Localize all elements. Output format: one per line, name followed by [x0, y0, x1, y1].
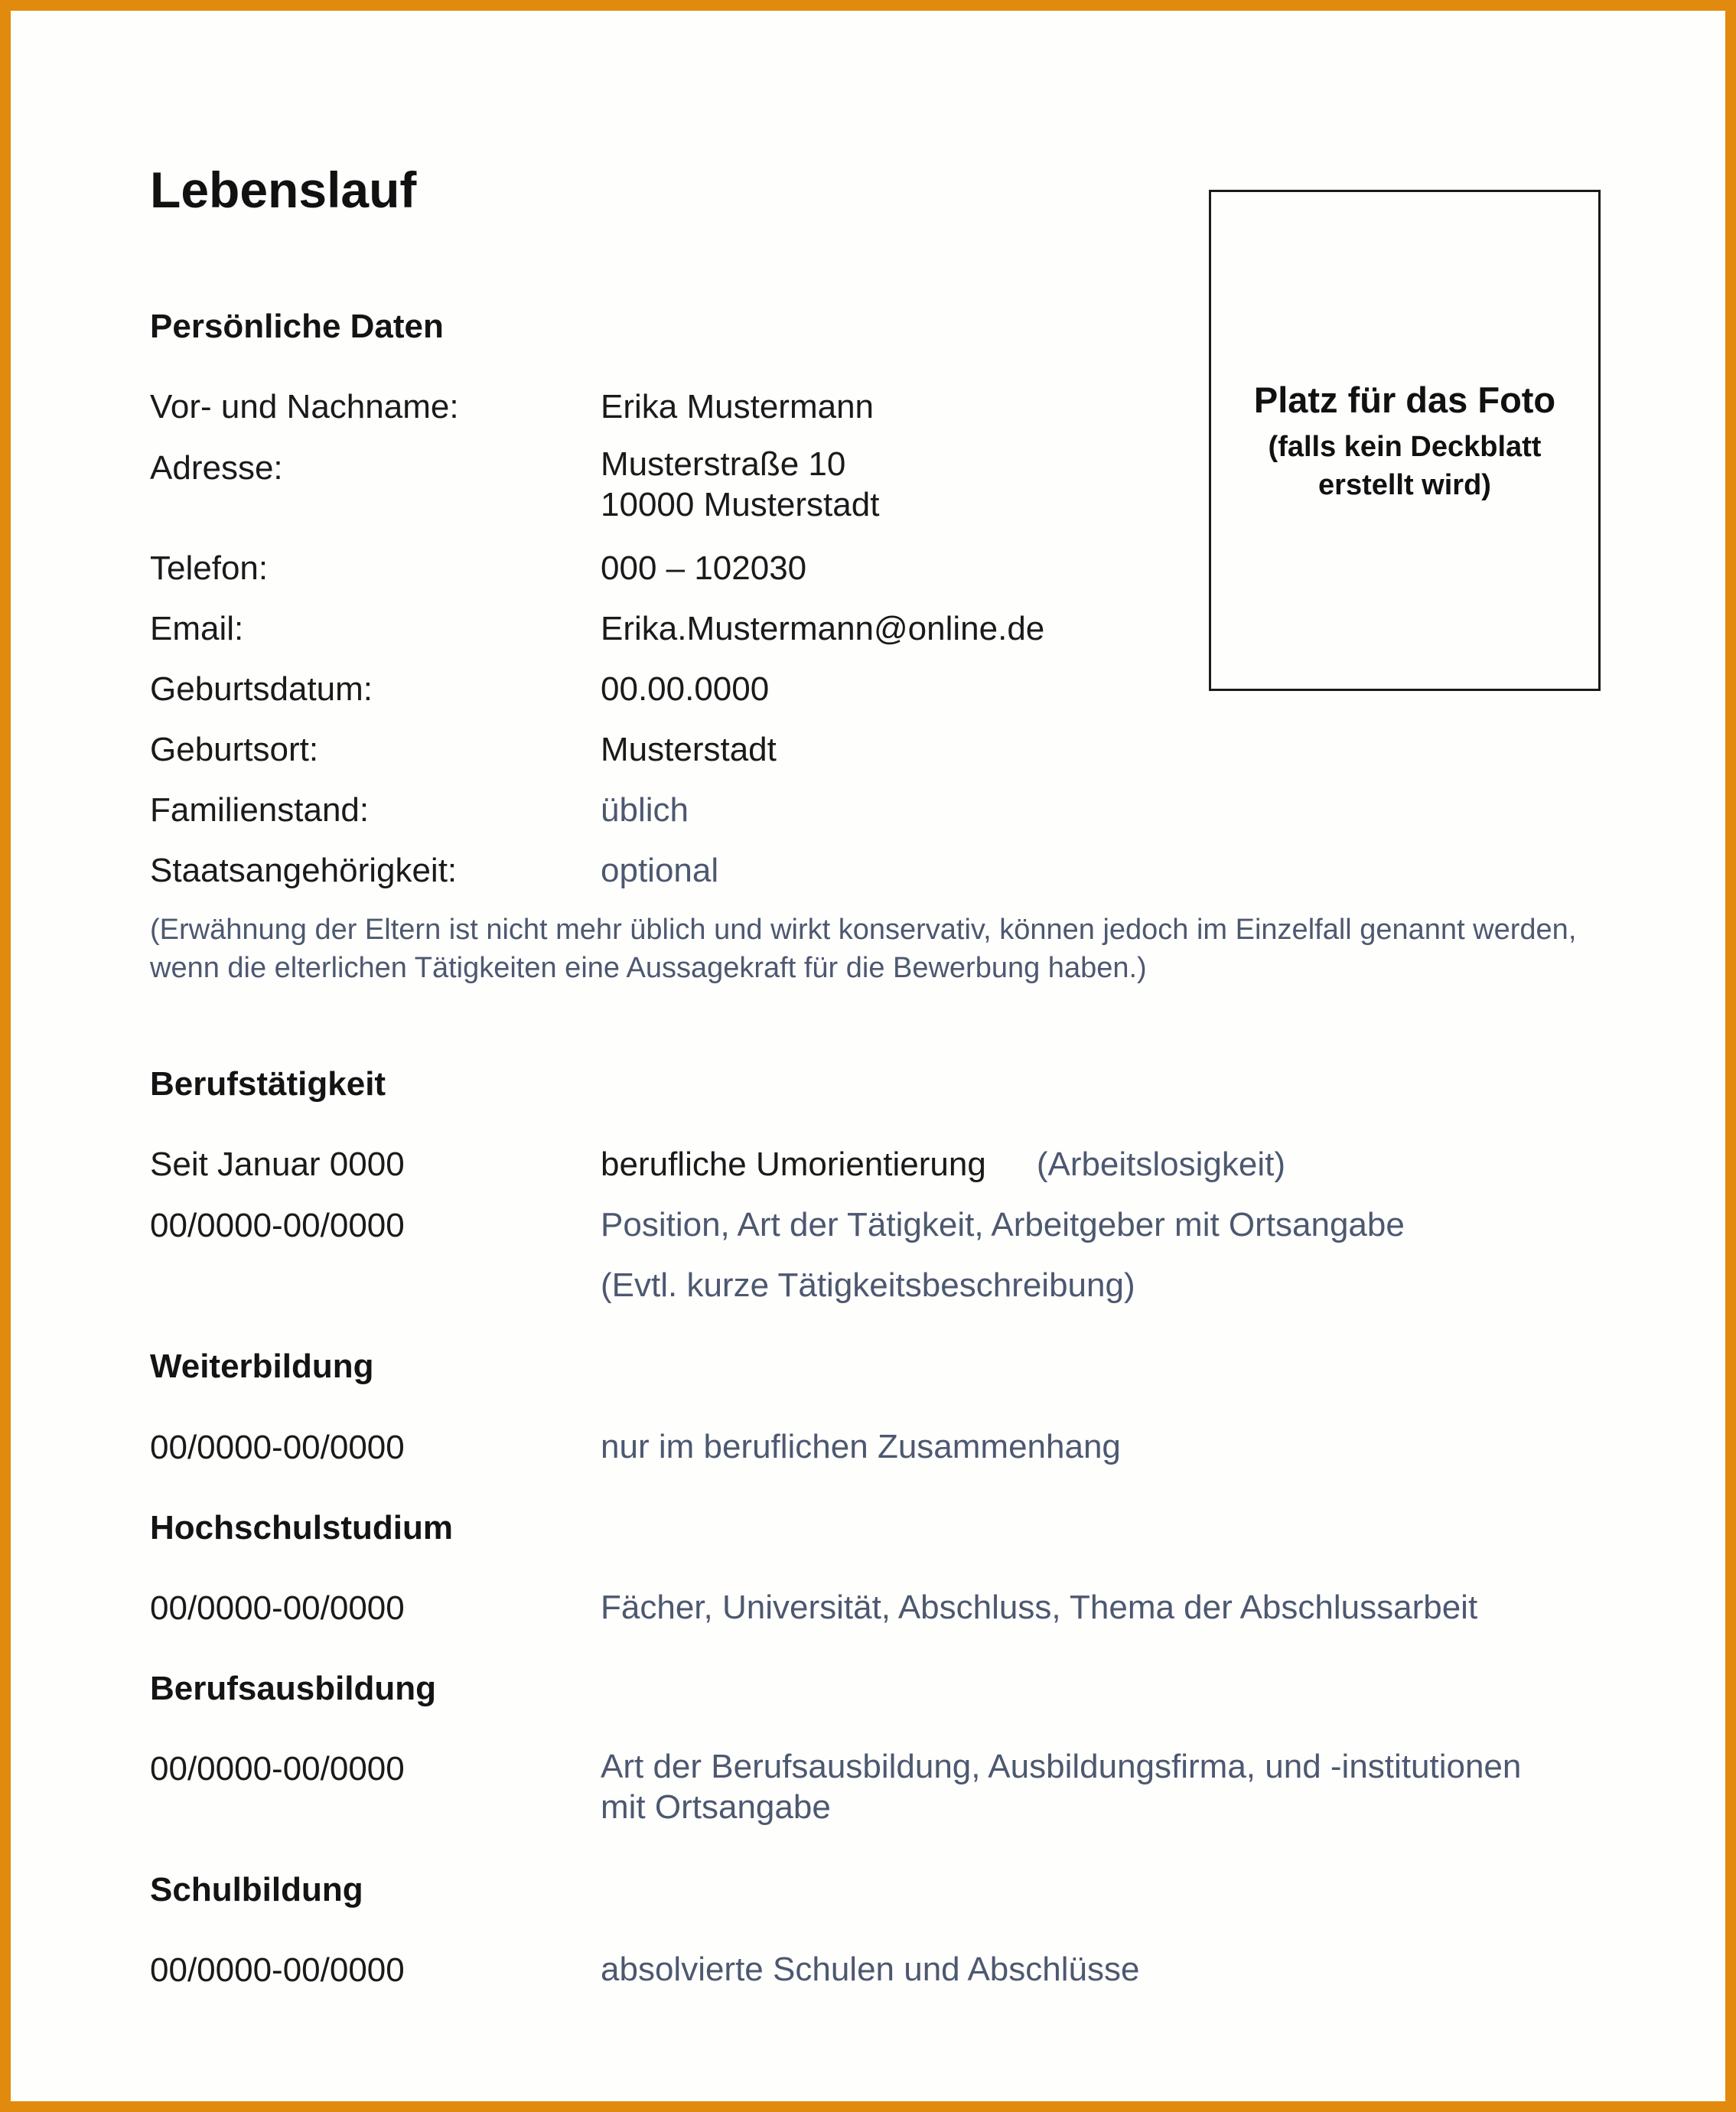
label-phone: Telefon:: [150, 549, 269, 587]
work-entry-0-text: berufliche Umorientierung: [601, 1146, 986, 1183]
value-email: Erika.Mustermann@online.de: [601, 610, 1045, 647]
value-address: Musterstraße 10 10000 Musterstadt: [601, 445, 880, 523]
label-name: Vor- und Nachname:: [150, 388, 459, 425]
value-nationality: optional: [601, 852, 719, 889]
label-marital-status: Familienstand:: [150, 791, 370, 829]
label-email: Email:: [150, 610, 244, 647]
further-education-date: 00/0000-00/0000: [150, 1429, 405, 1466]
label-birthplace: Geburtsort:: [150, 731, 319, 768]
photo-placeholder-title: Platz für das Foto: [1253, 380, 1556, 420]
label-birthdate: Geburtsdatum:: [150, 670, 373, 708]
value-marital-status: üblich: [601, 791, 689, 829]
university-entry: Fächer, Universität, Abschluss, Thema der Abschlussarbeit: [601, 1589, 1478, 1626]
vocational-training-date: 00/0000-00/0000: [150, 1750, 405, 1788]
label-nationality: Staatsangehörigkeit:: [150, 852, 458, 889]
document-title: Lebenslauf: [150, 161, 417, 218]
value-birthdate: 00.00.0000: [601, 670, 770, 708]
work-entry-1: Position, Art der Tätigkeit, Arbeitgeber mit Ortsangabe: [601, 1206, 1405, 1243]
further-education-entry: nur im beruflichen Zusammenhang: [601, 1428, 1121, 1465]
photo-placeholder-note: (falls kein Deckblatt erstellt wird): [1268, 431, 1542, 501]
work-date-0: Seit Januar 0000: [150, 1146, 405, 1183]
section-heading-vocational-training: Berufsausbildung: [150, 1670, 437, 1707]
section-heading-school: Schulbildung: [150, 1871, 363, 1908]
section-heading-work: Berufstätigkeit: [150, 1065, 386, 1103]
label-address: Adresse:: [150, 449, 283, 487]
work-entry-0-extra: (Arbeitslosigkeit): [1036, 1146, 1286, 1183]
work-entry-0: [601, 1148, 1285, 1181]
value-phone: 000 – 102030: [601, 549, 807, 587]
parents-note: (Erwähnung der Eltern ist nicht mehr üblich und wirkt konservativ, können jedoch im Einzelfall genannt werden, wenn die elterlichen Tätigkeiten eine Aussagekraft für die Bewerbung haben.): [150, 914, 1577, 984]
school-date: 00/0000-00/0000: [150, 1951, 405, 1989]
vocational-training-entry: Art der Berufsausbildung, Ausbildungsfirma, und -institutionen mit Ortsangabe: [601, 1748, 1522, 1826]
school-entry: absolvierte Schulen und Abschlüsse: [601, 1951, 1140, 1988]
value-name: Erika Mustermann: [601, 388, 875, 425]
university-date: 00/0000-00/0000: [150, 1589, 405, 1627]
section-heading-university: Hochschulstudium: [150, 1509, 454, 1547]
section-heading-personal: Persönliche Daten: [150, 308, 444, 345]
value-birthplace: Musterstadt: [601, 731, 777, 768]
section-heading-further-education: Weiterbildung: [150, 1348, 374, 1385]
photo-placeholder: [1209, 190, 1601, 691]
work-entry-1-description: (Evtl. kurze Tätigkeitsbeschreibung): [601, 1266, 1135, 1304]
work-date-1: 00/0000-00/0000: [150, 1207, 405, 1244]
